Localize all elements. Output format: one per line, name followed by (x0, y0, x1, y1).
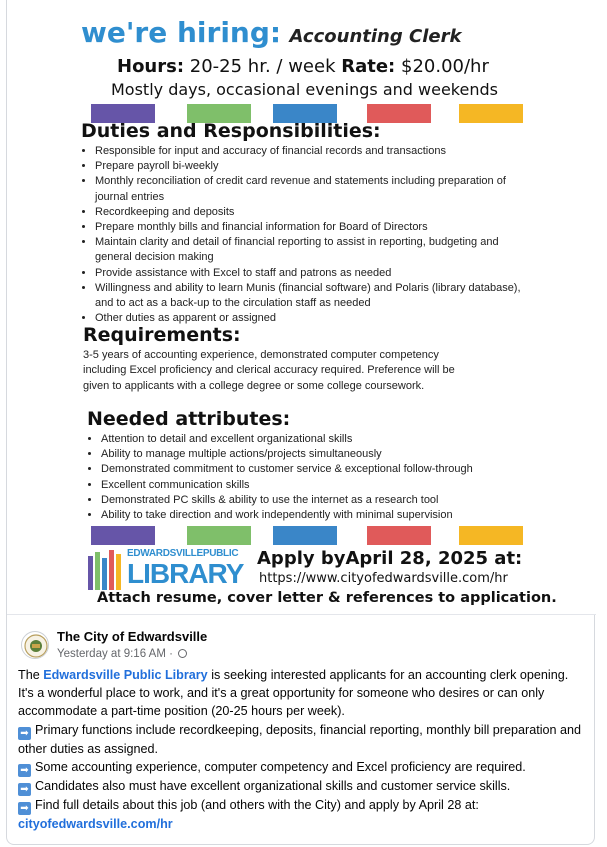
right-arrow-icon: ➡ (18, 783, 31, 796)
post-bullet-text: Find full details about this job (and others with the City) and apply by April 28 at: (35, 797, 479, 812)
duty-item: • Provide assistance with Excel to staff and patrons as needed (95, 266, 535, 281)
duty-item: • Monthly reconciliation of credit card revenue and statements including preparation of journal entries (95, 174, 535, 204)
duty-item: • Prepare monthly bills and financial information for Board of Directors (95, 220, 535, 235)
job-flyer-image[interactable] (7, 0, 596, 615)
globe-icon (178, 649, 187, 658)
attribute-item: • Attention to detail and excellent organizational skills (101, 432, 561, 447)
post-timestamp[interactable] (57, 648, 187, 660)
duties-heading: Duties and Responsibilities: (81, 120, 381, 142)
flyer-headline (81, 16, 461, 49)
post-intro (18, 666, 584, 721)
color-bar (459, 104, 523, 123)
duties-list (79, 144, 535, 326)
color-bar (459, 526, 523, 545)
hours-rate-line (117, 56, 489, 77)
post-bullet (18, 721, 584, 758)
logo-main-text: LIBRARY (127, 558, 244, 589)
library-logo-bars-icon (87, 548, 125, 592)
duty-item: • Recordkeeping and deposits (95, 205, 535, 220)
intro-post: is seeking interested applicants for an accounting clerk opening. It's a wonderful place to work, and it's a great opportunity for someone who desires or can only accommodate a part-time position (20-25 hours per week). (18, 668, 569, 719)
right-arrow-icon: ➡ (18, 764, 31, 777)
city-seal-icon (22, 632, 49, 659)
post-bullets (18, 721, 584, 815)
hours-label: Hours: (117, 56, 185, 77)
apply-url-text: https://www.cityofedwardsville.com/hr (259, 571, 508, 586)
duty-item: • Prepare payroll bi-weekly (95, 159, 535, 174)
library-link[interactable]: Edwardsville Public Library (43, 668, 208, 682)
avatar[interactable] (21, 631, 49, 659)
color-bar (91, 526, 155, 545)
apply-by-text: Apply byApril 28, 2025 at: (257, 548, 523, 569)
timestamp-text[interactable]: Yesterday at 9:16 AM (57, 648, 166, 660)
duty-item: • Other duties as apparent or assigned (95, 311, 535, 326)
post-bullet-text: Some accounting experience, computer competency and Excel proficiency are required. (35, 759, 526, 774)
color-bar (187, 526, 251, 545)
color-bar (367, 526, 431, 545)
duty-item: • Responsible for input and accuracy of financial records and transactions (95, 144, 535, 159)
attributes-heading: Needed attributes: (87, 408, 291, 430)
post-body (18, 666, 584, 833)
duty-item: • Maintain clarity and detail of financial reporting to assist in reporting, budgeting and general decision making (95, 235, 535, 265)
logo-top-text: EDWARDSVILLEPUBLIC (127, 548, 239, 559)
attribute-item: • Ability to take direction and work independently with minimal supervision (101, 508, 561, 523)
post-bullet-text: Primary functions include recordkeeping, deposits, financial reporting, monthly bill preparation and other duties as assigned. (18, 722, 582, 756)
post-bullet-text: Candidates also must have excellent organizational skills and customer service skills. (35, 778, 511, 793)
attributes-list (85, 432, 561, 523)
flyer-title: we're hiring: (81, 16, 282, 49)
requirements-text: 3-5 years of accounting experience, demonstrated computer competency including Excel proficiency and clerical accuracy required. Preference will be given to applicants with a college degree or some college coursework. (83, 349, 455, 392)
schedule-line: Mostly days, occasional evenings and weekends (111, 80, 498, 99)
timestamp-separator: · (169, 648, 173, 660)
attribute-item: • Ability to manage multiple actions/projects simultaneously (101, 447, 561, 462)
attribute-item: • Demonstrated PC skills & ability to use the internet as a research tool (101, 493, 561, 508)
right-arrow-icon: ➡ (18, 727, 31, 740)
duty-item: • Willingness and ability to learn Munis (financial software) and Polaris (library database), and to act as a back-up to the circulation staff as needed (95, 281, 535, 311)
right-arrow-icon: ➡ (18, 802, 31, 815)
author-name[interactable]: The City of Edwardsville (57, 629, 208, 644)
hours-value: 20-25 hr. / week (189, 56, 336, 77)
rate-label: Rate: (341, 56, 396, 77)
attribute-item: • Excellent communication skills (101, 478, 561, 493)
post-bullet (18, 758, 584, 777)
color-bar (273, 526, 337, 545)
flyer-job-title: Accounting Clerk (289, 26, 462, 47)
rate-value: $20.00/hr (401, 56, 489, 77)
facebook-post (6, 0, 595, 845)
careers-link[interactable]: cityofedwardsville.com/hr (18, 816, 173, 831)
attach-note: Attach resume, cover letter & references to application. (97, 590, 557, 606)
post-header (21, 627, 581, 667)
requirements-heading: Requirements: (83, 324, 241, 346)
attribute-item: • Demonstrated commitment to customer service & exceptional follow-through (101, 462, 561, 477)
intro-pre: The (18, 668, 40, 682)
post-bullet (18, 777, 584, 796)
post-bullet (18, 796, 584, 815)
library-logo (87, 548, 247, 592)
